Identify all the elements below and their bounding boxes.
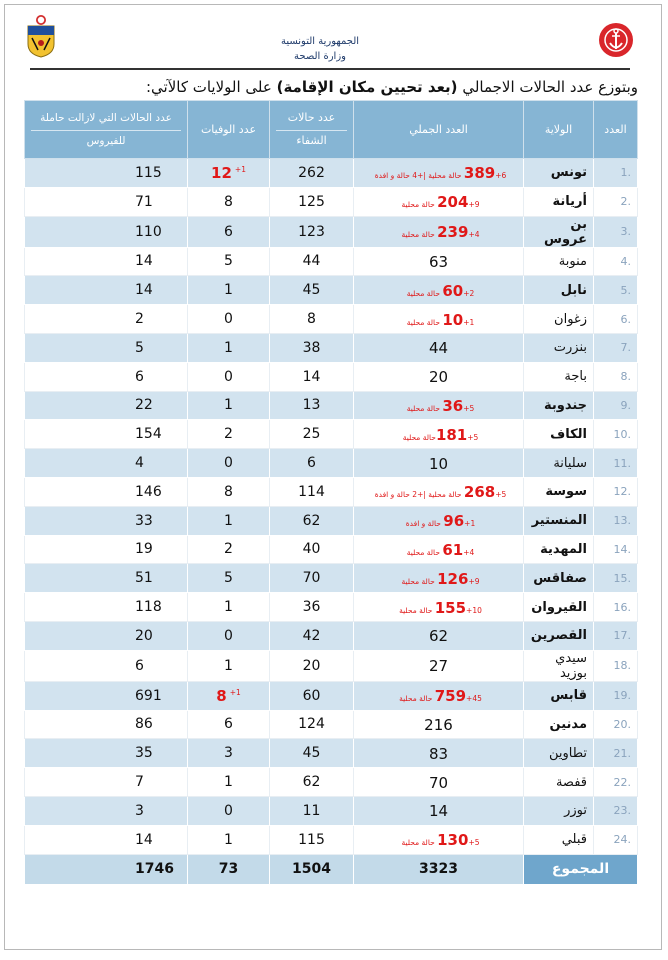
row-active: 14 <box>25 825 188 854</box>
row-deaths-cell <box>188 391 270 420</box>
row-deaths-cell <box>188 305 270 334</box>
row-governorate: المهدية <box>524 535 594 564</box>
row-governorate: زغوان <box>524 305 594 334</box>
row-active: 51 <box>25 564 188 593</box>
row-index: .7 <box>594 333 638 362</box>
table-row <box>25 276 638 305</box>
row-total-cell <box>354 187 524 216</box>
row-total-cell <box>354 650 524 681</box>
row-recovered: 25 <box>270 420 354 449</box>
row-deaths: 5 <box>224 570 233 587</box>
row-deaths-cell <box>188 710 270 739</box>
row-recovered: 8 <box>270 305 354 334</box>
row-total-note: +4 حالة محلية <box>406 547 475 557</box>
row-index: .19 <box>594 681 638 710</box>
row-governorate: تطاوين <box>524 739 594 768</box>
row-governorate: سوسة <box>524 477 594 506</box>
row-recovered: 70 <box>270 564 354 593</box>
row-total-cell <box>354 247 524 276</box>
row-recovered: 123 <box>270 216 354 247</box>
row-index: .3 <box>594 216 638 247</box>
row-index: .4 <box>594 247 638 276</box>
intro-prefix: وبتوزع عدد الحالات الاجمالي <box>457 78 638 96</box>
row-total-cell <box>354 305 524 334</box>
header-index: العدد <box>594 101 638 159</box>
row-governorate: منوبة <box>524 247 594 276</box>
row-index: .10 <box>594 420 638 449</box>
row-deaths: 12 <box>211 163 232 182</box>
table-row <box>25 593 638 622</box>
row-total-cell <box>354 333 524 362</box>
row-total-note: +5حالة محلية <box>402 432 479 442</box>
row-governorate: بنزرت <box>524 333 594 362</box>
row-total: 36 <box>442 396 464 415</box>
table-row <box>25 621 638 650</box>
row-governorate: القيروان <box>524 593 594 622</box>
row-active: 2 <box>25 305 188 334</box>
row-index: .14 <box>594 535 638 564</box>
row-index: .15 <box>594 564 638 593</box>
row-total-note: +1 حالة و افدة <box>405 519 476 529</box>
row-deaths-note: +1 <box>234 165 246 175</box>
table-row <box>25 796 638 825</box>
cases-table <box>24 100 638 885</box>
row-total: 44 <box>428 339 449 358</box>
row-index: .6 <box>594 305 638 334</box>
row-deaths-cell <box>188 187 270 216</box>
table-row <box>25 187 638 216</box>
table-row <box>25 449 638 478</box>
row-deaths-cell <box>188 593 270 622</box>
row-active: 7 <box>25 768 188 797</box>
row-deaths-cell <box>188 535 270 564</box>
row-governorate: سيدي بوزيد <box>524 650 594 681</box>
row-total-note: +2 حالة محلية <box>406 288 475 298</box>
row-deaths-cell <box>188 276 270 305</box>
row-governorate: مدنين <box>524 710 594 739</box>
row-index: .17 <box>594 621 638 650</box>
row-deaths: 0 <box>224 627 233 644</box>
table-row <box>25 506 638 535</box>
row-deaths-cell <box>188 768 270 797</box>
intro-suffix: على الولايات كالآتي: <box>145 78 277 96</box>
row-total: 181 <box>435 425 468 444</box>
republic-title: الجمهورية التونسية <box>280 36 360 47</box>
row-deaths-cell <box>188 621 270 650</box>
row-active: 19 <box>25 535 188 564</box>
table-row <box>25 362 638 391</box>
header-total: العدد الجملي <box>354 101 524 159</box>
intro-bold: (بعد تحيين مكان الإقامة) <box>276 78 458 96</box>
row-active: 118 <box>25 593 188 622</box>
row-governorate: قبلي <box>524 825 594 854</box>
row-deaths: 1 <box>224 282 233 299</box>
row-total-cell <box>354 796 524 825</box>
row-total-cell <box>354 477 524 506</box>
row-active: 6 <box>25 362 188 391</box>
row-total-cell <box>354 593 524 622</box>
row-deaths-cell <box>188 420 270 449</box>
table-row <box>25 535 638 564</box>
row-index: .2 <box>594 187 638 216</box>
row-total: 126 <box>437 569 469 588</box>
row-active: 20 <box>25 621 188 650</box>
row-deaths-note: +1 <box>229 687 241 697</box>
row-active: 110 <box>25 216 188 247</box>
row-deaths: 1 <box>224 774 233 791</box>
header-divider <box>30 68 630 70</box>
row-index: .1 <box>594 159 638 188</box>
header-deaths: عدد الوفيات <box>188 101 270 159</box>
row-deaths: 1 <box>224 397 233 414</box>
row-total-cell <box>354 535 524 564</box>
row-governorate: الكاف <box>524 420 594 449</box>
table-row <box>25 739 638 768</box>
row-active: 115 <box>25 159 188 188</box>
row-total-cell <box>354 362 524 391</box>
row-deaths-cell <box>188 650 270 681</box>
row-total-cell <box>354 739 524 768</box>
row-deaths-cell <box>188 216 270 247</box>
row-total: 70 <box>428 773 449 792</box>
row-deaths-cell <box>188 333 270 362</box>
row-recovered: 115 <box>270 825 354 854</box>
row-index: .8 <box>594 362 638 391</box>
row-total: 155 <box>434 598 467 617</box>
row-governorate: تونس <box>524 159 594 188</box>
totals-deaths: 73 <box>188 854 270 884</box>
row-recovered: 60 <box>270 681 354 710</box>
row-recovered: 62 <box>270 768 354 797</box>
row-governorate: القصرين <box>524 621 594 650</box>
row-index: .5 <box>594 276 638 305</box>
row-deaths: 0 <box>224 455 233 472</box>
row-governorate: صفاقس <box>524 564 594 593</box>
row-deaths: 6 <box>224 223 233 240</box>
row-total-note: +9 حالة محلية <box>401 200 480 210</box>
table-row <box>25 333 638 362</box>
header-recovered: عدد حالات الشفاء <box>270 101 354 159</box>
row-deaths: 8 <box>216 686 227 705</box>
row-total: 389 <box>463 164 496 183</box>
header-text <box>250 34 390 64</box>
row-total: 130 <box>437 831 469 850</box>
row-total: 268 <box>463 483 496 502</box>
row-recovered: 13 <box>270 391 354 420</box>
row-deaths: 2 <box>224 541 233 558</box>
row-recovered: 45 <box>270 276 354 305</box>
row-total: 62 <box>428 627 449 646</box>
row-governorate: توزر <box>524 796 594 825</box>
row-index: .24 <box>594 825 638 854</box>
row-active: 3 <box>25 796 188 825</box>
row-total-cell <box>354 216 524 247</box>
row-deaths: 1 <box>224 512 233 529</box>
row-total: 204 <box>437 193 469 212</box>
row-deaths: 0 <box>224 802 233 819</box>
table-row <box>25 564 638 593</box>
row-index: .12 <box>594 477 638 506</box>
row-index: .23 <box>594 796 638 825</box>
row-active: 35 <box>25 739 188 768</box>
row-deaths: 1 <box>224 657 233 674</box>
row-deaths: 2 <box>224 426 233 443</box>
table-body <box>25 159 638 855</box>
row-total-cell <box>354 506 524 535</box>
row-recovered: 42 <box>270 621 354 650</box>
table-header-row <box>25 101 638 159</box>
row-deaths: 0 <box>224 368 233 385</box>
row-total: 10 <box>428 454 449 473</box>
row-total-note: +4 حالة محلية <box>401 230 480 240</box>
row-deaths: 1 <box>224 599 233 616</box>
row-total-note: +9 حالة محلية <box>401 576 480 586</box>
row-total: 216 <box>424 715 453 734</box>
row-deaths-cell <box>188 159 270 188</box>
row-total: 759 <box>434 687 467 706</box>
row-deaths: 5 <box>224 253 233 270</box>
row-total-note: +1 حالة محلية <box>406 317 475 327</box>
row-index: .13 <box>594 506 638 535</box>
row-governorate: بن عروس <box>524 216 594 247</box>
row-total-note: +5 حالة محلية |+2 حالة و افدة <box>374 490 507 500</box>
row-deaths-cell <box>188 825 270 854</box>
table-row <box>25 216 638 247</box>
row-deaths-cell <box>188 362 270 391</box>
row-deaths: 3 <box>224 745 233 762</box>
row-total-note: +10 حالة محلية <box>399 605 482 615</box>
row-deaths: 1 <box>224 339 233 356</box>
row-recovered: 45 <box>270 739 354 768</box>
table-row <box>25 247 638 276</box>
row-governorate: جندوبة <box>524 391 594 420</box>
row-recovered: 38 <box>270 333 354 362</box>
row-deaths-cell <box>188 449 270 478</box>
row-total-note: +45 حالة محلية <box>399 694 482 704</box>
row-deaths-cell <box>188 247 270 276</box>
totals-total: 3323 <box>354 854 524 884</box>
row-total: 96 <box>443 512 465 531</box>
row-active: 33 <box>25 506 188 535</box>
row-total: 63 <box>428 252 449 271</box>
row-index: .9 <box>594 391 638 420</box>
row-active: 86 <box>25 710 188 739</box>
row-governorate: نابل <box>524 276 594 305</box>
row-index: .11 <box>594 449 638 478</box>
row-index: .20 <box>594 710 638 739</box>
row-total-cell <box>354 159 524 188</box>
row-deaths: 8 <box>224 193 233 210</box>
row-index: .22 <box>594 768 638 797</box>
row-recovered: 11 <box>270 796 354 825</box>
row-governorate: قفصة <box>524 768 594 797</box>
header-active: عدد الحالات التي لازالت حاملة للفيروس <box>25 101 188 159</box>
row-recovered: 114 <box>270 477 354 506</box>
row-active: 154 <box>25 420 188 449</box>
row-total-note: +5 حالة محلية <box>406 403 475 413</box>
row-total-cell <box>354 449 524 478</box>
row-deaths-cell <box>188 506 270 535</box>
row-total-cell <box>354 420 524 449</box>
row-recovered: 44 <box>270 247 354 276</box>
row-governorate: قابس <box>524 681 594 710</box>
row-deaths-cell <box>188 796 270 825</box>
row-deaths-cell <box>188 564 270 593</box>
header-governorate: الولاية <box>524 101 594 159</box>
row-index: .18 <box>594 650 638 681</box>
row-active: 691 <box>25 681 188 710</box>
row-governorate: باجة <box>524 362 594 391</box>
row-recovered: 20 <box>270 650 354 681</box>
row-total-cell <box>354 276 524 305</box>
row-total-cell <box>354 710 524 739</box>
row-total: 10 <box>442 310 464 329</box>
table-row <box>25 391 638 420</box>
row-deaths-cell <box>188 739 270 768</box>
row-governorate: أريانة <box>524 187 594 216</box>
row-active: 6 <box>25 650 188 681</box>
row-governorate: سليانة <box>524 449 594 478</box>
row-active: 146 <box>25 477 188 506</box>
row-total-cell <box>354 768 524 797</box>
totals-row <box>25 854 638 884</box>
row-recovered: 6 <box>270 449 354 478</box>
row-total-cell <box>354 681 524 710</box>
row-index: .21 <box>594 739 638 768</box>
intro-sentence <box>30 78 638 96</box>
row-active: 71 <box>25 187 188 216</box>
row-active: 22 <box>25 391 188 420</box>
row-deaths: 8 <box>224 483 233 500</box>
row-index: .16 <box>594 593 638 622</box>
row-total: 27 <box>428 657 449 676</box>
row-total: 20 <box>428 368 449 387</box>
row-deaths-cell <box>188 477 270 506</box>
table-row <box>25 681 638 710</box>
row-recovered: 40 <box>270 535 354 564</box>
table-row <box>25 650 638 681</box>
totals-recovered: 1504 <box>270 854 354 884</box>
table-row <box>25 710 638 739</box>
row-deaths: 6 <box>224 716 233 733</box>
row-governorate: المنستير <box>524 506 594 535</box>
totals-label: المجموع <box>524 854 638 884</box>
coat-of-arms-icon <box>24 14 58 58</box>
row-active: 14 <box>25 276 188 305</box>
row-total-note: +5 حالة محلية <box>401 838 480 848</box>
row-total-cell <box>354 825 524 854</box>
row-total-cell <box>354 391 524 420</box>
row-total-cell <box>354 564 524 593</box>
row-deaths: 0 <box>224 311 233 328</box>
table-row <box>25 477 638 506</box>
row-deaths: 1 <box>224 831 233 848</box>
row-recovered: 36 <box>270 593 354 622</box>
table-row <box>25 825 638 854</box>
row-total-note: +6 حالة محلية |+4 حالة و افدة <box>374 171 507 181</box>
row-recovered: 14 <box>270 362 354 391</box>
row-total: 61 <box>442 540 464 559</box>
table-row <box>25 305 638 334</box>
row-total: 60 <box>442 281 464 300</box>
totals-active: 1746 <box>25 854 188 884</box>
row-recovered: 124 <box>270 710 354 739</box>
row-total: 14 <box>428 802 449 821</box>
row-deaths-cell <box>188 681 270 710</box>
row-recovered: 125 <box>270 187 354 216</box>
row-active: 5 <box>25 333 188 362</box>
row-active: 14 <box>25 247 188 276</box>
row-total-cell <box>354 621 524 650</box>
table-row <box>25 420 638 449</box>
row-recovered: 62 <box>270 506 354 535</box>
table-row <box>25 159 638 188</box>
ministry-anchor-icon <box>598 22 634 58</box>
row-total: 83 <box>428 744 449 763</box>
row-active: 4 <box>25 449 188 478</box>
table-row <box>25 768 638 797</box>
row-recovered: 262 <box>270 159 354 188</box>
row-total: 239 <box>437 223 469 242</box>
ministry-title: وزارة الصحة <box>294 51 346 62</box>
